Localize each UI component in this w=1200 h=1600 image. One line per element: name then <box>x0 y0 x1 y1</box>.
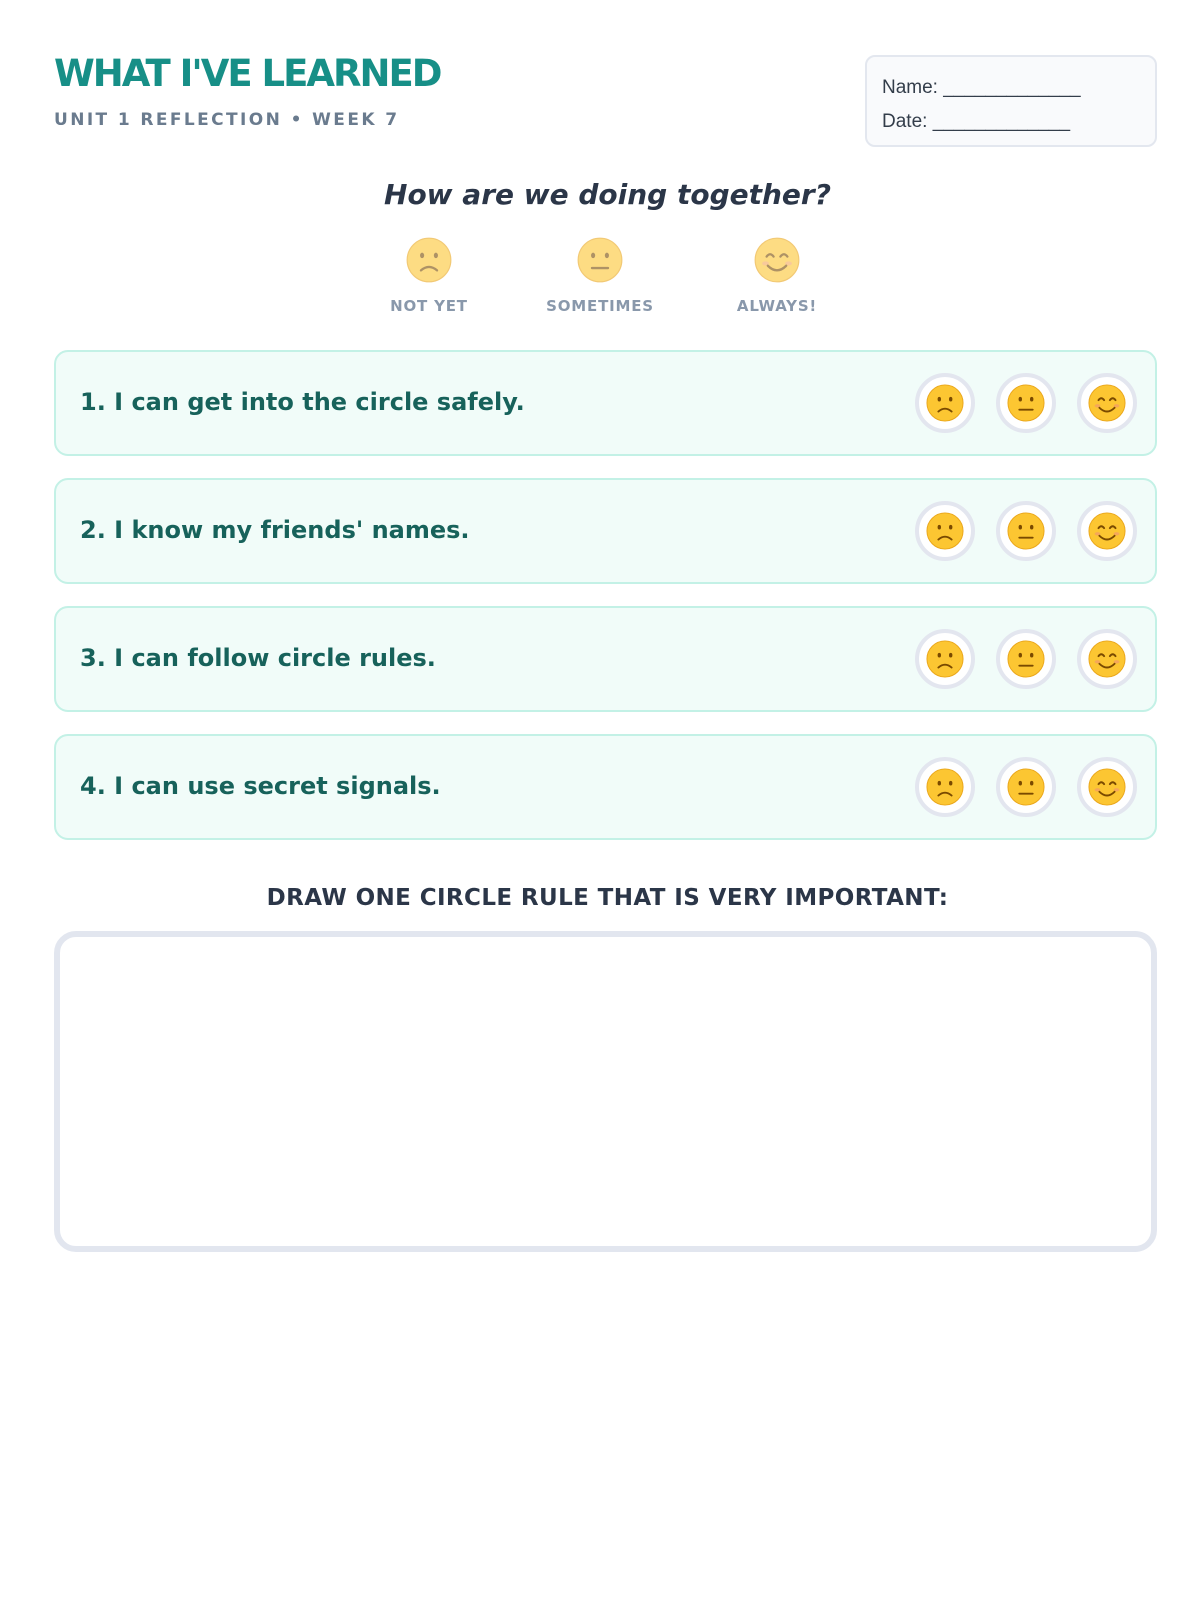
rate-always-button[interactable] <box>1077 373 1137 433</box>
drawing-area[interactable] <box>54 931 1157 1252</box>
neutral-face-icon <box>1007 512 1045 550</box>
happy-face-icon <box>1088 768 1126 806</box>
happy-face-icon <box>1088 640 1126 678</box>
drawing-prompt: DRAW ONE CIRCLE RULE THAT IS VERY IMPORTANT: <box>266 885 949 911</box>
sad-face-icon <box>926 768 964 806</box>
rate-not-yet-button[interactable] <box>915 501 975 561</box>
rate-not-yet-button[interactable] <box>915 373 975 433</box>
statement-row-1 <box>54 350 1157 456</box>
rate-sometimes-button[interactable] <box>996 757 1056 817</box>
rate-sometimes-button[interactable] <box>996 501 1056 561</box>
happy-face-icon <box>1088 384 1126 422</box>
legend-label-sometimes: SOMETIMES <box>546 297 654 315</box>
worksheet-title: WHAT I'VE LEARNED <box>54 52 441 95</box>
neutral-face-icon <box>1007 384 1045 422</box>
name-field[interactable]: Name: _____________ <box>882 77 1081 98</box>
statement-text: 3. I can follow circle rules. <box>80 644 436 672</box>
date-field[interactable]: Date: _____________ <box>882 111 1071 132</box>
legend-item-always <box>687 237 867 315</box>
rate-not-yet-button[interactable] <box>915 757 975 817</box>
legend-question: How are we doing together? <box>384 178 831 211</box>
legend-label-always: ALWAYS! <box>736 297 818 315</box>
sad-face-icon <box>406 237 452 283</box>
rate-not-yet-button[interactable] <box>915 629 975 689</box>
rate-always-button[interactable] <box>1077 501 1137 561</box>
worksheet-subtitle: UNIT 1 REFLECTION • WEEK 7 <box>54 110 400 130</box>
rate-sometimes-button[interactable] <box>996 373 1056 433</box>
statement-text: 1. I can get into the circle safely. <box>80 388 525 416</box>
statement-row-2 <box>54 478 1157 584</box>
rate-sometimes-button[interactable] <box>996 629 1056 689</box>
sad-face-icon <box>926 640 964 678</box>
sad-face-icon <box>926 384 964 422</box>
neutral-face-icon <box>577 237 623 283</box>
legend-item-not-yet <box>339 237 519 315</box>
happy-face-icon <box>1088 512 1126 550</box>
statement-text: 2. I know my friends' names. <box>80 516 470 544</box>
statement-row-3 <box>54 606 1157 712</box>
happy-face-icon <box>754 237 800 283</box>
neutral-face-icon <box>1007 768 1045 806</box>
statement-text: 4. I can use secret signals. <box>80 772 441 800</box>
neutral-face-icon <box>1007 640 1045 678</box>
statement-row-4 <box>54 734 1157 840</box>
legend-label-not-yet: NOT YET <box>390 297 468 315</box>
name-date-box <box>865 55 1157 147</box>
rate-always-button[interactable] <box>1077 629 1137 689</box>
rate-always-button[interactable] <box>1077 757 1137 817</box>
sad-face-icon <box>926 512 964 550</box>
legend-item-sometimes <box>510 237 690 315</box>
